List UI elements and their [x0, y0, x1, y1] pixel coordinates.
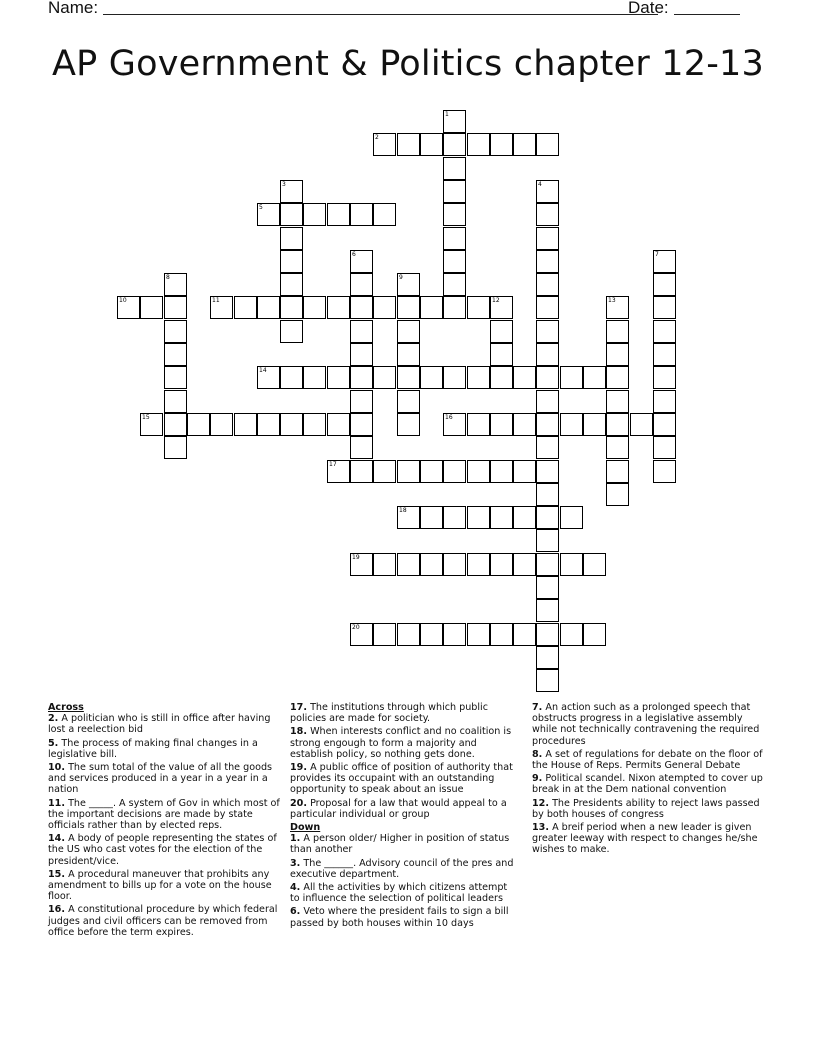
grid-cell[interactable]: [490, 133, 513, 156]
grid-cell[interactable]: [443, 250, 466, 273]
grid-cell[interactable]: [350, 273, 373, 296]
grid-cell[interactable]: [397, 296, 420, 319]
clue-across-15: 15. A procedural maneuver that prohibits any amendment to bills up for a vote on the house floor.: [48, 868, 272, 903]
grid-cell[interactable]: [490, 366, 513, 389]
grid-number: 5: [259, 204, 263, 211]
grid-cell[interactable]: [443, 553, 466, 576]
grid-cell[interactable]: [467, 296, 490, 319]
grid-cell[interactable]: [373, 203, 396, 226]
grid-cell[interactable]: [536, 553, 559, 576]
grid-cell[interactable]: [350, 460, 373, 483]
grid-cell[interactable]: [164, 343, 187, 366]
grid-cell[interactable]: [257, 296, 280, 319]
grid-cell[interactable]: [420, 506, 443, 529]
grid-cell[interactable]: [234, 413, 257, 436]
grid-cell[interactable]: [327, 366, 350, 389]
grid-cell[interactable]: [536, 436, 559, 459]
grid-cell[interactable]: [397, 343, 420, 366]
grid-cell[interactable]: [327, 296, 350, 319]
grid-cell[interactable]: [490, 460, 513, 483]
grid-cell[interactable]: [420, 623, 443, 646]
clue-across-2: 2. A politician who is still in office after having lost a reelection bid: [48, 713, 271, 736]
grid-cell[interactable]: [443, 273, 466, 296]
grid-cell[interactable]: [536, 366, 559, 389]
clue-down-1: 1. A person older/ Higher in position of status than another: [290, 833, 510, 856]
grid-cell[interactable]: [443, 203, 466, 226]
grid-cell[interactable]: [467, 366, 490, 389]
grid-cell[interactable]: [350, 343, 373, 366]
clues-column-1: [48, 702, 281, 940]
grid-cell[interactable]: [583, 553, 606, 576]
grid-cell[interactable]: [536, 250, 559, 273]
grid-cell[interactable]: [303, 413, 326, 436]
clue-down-8: 8. A set of regulations for debate on the floor of the House of Reps. Permits General Debate: [532, 748, 763, 772]
grid-cell[interactable]: [420, 133, 443, 156]
grid-cell[interactable]: [606, 483, 629, 506]
grid-cell[interactable]: [606, 436, 629, 459]
grid-cell[interactable]: [536, 646, 559, 669]
page-title: AP Government & Politics chapter 12-13: [52, 44, 764, 84]
grid-cell[interactable]: [606, 460, 629, 483]
grid-cell[interactable]: [280, 413, 303, 436]
grid-cell[interactable]: [536, 133, 559, 156]
grid-number: 14: [259, 367, 267, 374]
grid-cell[interactable]: [467, 553, 490, 576]
grid-cell[interactable]: [350, 296, 373, 319]
grid-cell[interactable]: [583, 413, 606, 436]
grid-cell[interactable]: [490, 506, 513, 529]
grid-cell[interactable]: [653, 273, 676, 296]
grid-cell[interactable]: [583, 366, 606, 389]
grid-cell[interactable]: [303, 366, 326, 389]
grid-cell[interactable]: [536, 413, 559, 436]
grid-cell[interactable]: [560, 553, 583, 576]
grid-cell[interactable]: [164, 413, 187, 436]
grid-cell[interactable]: [280, 296, 303, 319]
grid-cell[interactable]: [443, 157, 466, 180]
grid-cell[interactable]: [164, 366, 187, 389]
grid-cell[interactable]: [467, 413, 490, 436]
grid-cell[interactable]: [560, 506, 583, 529]
grid-cell[interactable]: [397, 366, 420, 389]
grid-cell[interactable]: [303, 203, 326, 226]
grid-cell[interactable]: [397, 390, 420, 413]
grid-cell[interactable]: [536, 599, 559, 622]
grid-cell[interactable]: [164, 320, 187, 343]
date-label: Date:: [628, 0, 669, 17]
grid-cell[interactable]: [513, 623, 536, 646]
grid-cell[interactable]: [210, 413, 233, 436]
grid-number: 20: [352, 624, 360, 631]
grid-cell[interactable]: [536, 506, 559, 529]
grid-cell[interactable]: [513, 366, 536, 389]
grid-cell[interactable]: [443, 133, 466, 156]
grid-cell[interactable]: [443, 623, 466, 646]
clues-column-2: [290, 702, 515, 931]
grid-cell[interactable]: [397, 413, 420, 436]
grid-cell[interactable]: [280, 320, 303, 343]
grid-cell[interactable]: [606, 343, 629, 366]
grid-cell[interactable]: [187, 413, 210, 436]
grid-cell[interactable]: [420, 296, 443, 319]
across-heading: Across: [48, 702, 84, 713]
grid-cell[interactable]: [350, 366, 373, 389]
clues-column-3: [532, 702, 767, 858]
grid-number: 9: [399, 274, 403, 281]
grid-cell[interactable]: [443, 366, 466, 389]
grid-cell[interactable]: [397, 460, 420, 483]
grid-cell[interactable]: [513, 413, 536, 436]
grid-cell[interactable]: [536, 483, 559, 506]
grid-cell[interactable]: [327, 413, 350, 436]
clue-across-19: 19. A public office of position of authority that provides its occupaint with an outstanding opportunity to speak about an issue: [290, 762, 513, 796]
grid-cell[interactable]: [280, 203, 303, 226]
grid-cell[interactable]: [560, 366, 583, 389]
grid-cell[interactable]: [397, 553, 420, 576]
clue-across-10: 10. The sum total of the value of all the goods and services produced in a year in a year in a nation: [48, 762, 273, 796]
grid-cell[interactable]: [280, 250, 303, 273]
grid-number: 11: [212, 297, 220, 304]
grid-cell[interactable]: [467, 623, 490, 646]
grid-number: 4: [538, 181, 542, 188]
grid-cell[interactable]: [234, 296, 257, 319]
grid-cell[interactable]: [536, 529, 559, 552]
grid-cell[interactable]: [513, 553, 536, 576]
grid-cell[interactable]: [420, 366, 443, 389]
grid-number: 3: [282, 181, 286, 188]
grid-cell[interactable]: [327, 203, 350, 226]
grid-cell[interactable]: [653, 436, 676, 459]
down-heading: Down: [290, 822, 321, 834]
grid-cell[interactable]: [280, 273, 303, 296]
grid-cell[interactable]: [350, 413, 373, 436]
clue-down-12: 12. The Presidents ability to reject laws passed by both houses of congress: [532, 797, 760, 820]
grid-cell[interactable]: [606, 366, 629, 389]
clue-down-6: 6. Veto where the president fails to sign a bill passed by both houses within 10 days: [290, 906, 509, 929]
clue-across-11: 11. The _____. A system of Gov in which most of the important decisions are made by state officials rather than by elected reps.: [48, 797, 280, 832]
grid-cell[interactable]: [630, 413, 653, 436]
grid-cell[interactable]: [397, 623, 420, 646]
grid-cell[interactable]: [536, 227, 559, 250]
grid-number: 15: [142, 414, 150, 421]
grid-cell[interactable]: [350, 203, 373, 226]
grid-cell[interactable]: [467, 506, 490, 529]
grid-cell[interactable]: [536, 273, 559, 296]
clue-down-13: 13. A breif period when a new leader is given greater leeway with respect to changes he/she wishes to make.: [532, 822, 758, 856]
grid-cell[interactable]: [653, 320, 676, 343]
grid-cell[interactable]: [373, 366, 396, 389]
grid-cell[interactable]: [140, 296, 163, 319]
grid-cell[interactable]: [536, 460, 559, 483]
grid-cell[interactable]: [397, 133, 420, 156]
grid-cell[interactable]: [350, 320, 373, 343]
grid-cell[interactable]: [420, 553, 443, 576]
grid-cell[interactable]: [560, 413, 583, 436]
grid-number: 17: [329, 461, 337, 468]
grid-cell[interactable]: [536, 320, 559, 343]
grid-number: 6: [352, 251, 356, 258]
grid-cell[interactable]: [443, 506, 466, 529]
clue-down-4: 4. All the activities by which citizens attempt to influence the selection of political leaders: [290, 882, 508, 905]
grid-cell[interactable]: [490, 413, 513, 436]
clue-down-3: 3. The ______. Advisory council of the pres and executive department.: [290, 857, 514, 880]
grid-cell[interactable]: [490, 623, 513, 646]
clue-down-9: 9. Political scandel. Nixon atempted to cover up break in at the Dem national convention: [532, 773, 763, 796]
grid-cell[interactable]: [583, 623, 606, 646]
grid-cell[interactable]: [443, 227, 466, 250]
grid-cell[interactable]: [560, 623, 583, 646]
grid-cell[interactable]: [443, 460, 466, 483]
grid-cell[interactable]: [536, 576, 559, 599]
grid-cell[interactable]: [536, 390, 559, 413]
grid-number: 12: [492, 297, 500, 304]
grid-number: 16: [445, 414, 453, 421]
grid-cell[interactable]: [606, 390, 629, 413]
grid-cell[interactable]: [373, 623, 396, 646]
grid-cell[interactable]: [653, 390, 676, 413]
grid-cell[interactable]: [164, 436, 187, 459]
grid-cell[interactable]: [536, 203, 559, 226]
grid-cell[interactable]: [373, 296, 396, 319]
grid-cell[interactable]: [536, 623, 559, 646]
grid-cell[interactable]: [490, 343, 513, 366]
grid-cell[interactable]: [653, 366, 676, 389]
grid-cell[interactable]: [420, 460, 443, 483]
grid-cell[interactable]: [653, 296, 676, 319]
clue-across-5: 5. The process of making final changes in a legislative bill.: [48, 737, 258, 760]
grid-cell[interactable]: [606, 320, 629, 343]
grid-cell[interactable]: [490, 320, 513, 343]
grid-cell[interactable]: [536, 296, 559, 319]
grid-number: 7: [655, 251, 659, 258]
grid-cell[interactable]: [280, 366, 303, 389]
grid-cell[interactable]: [164, 390, 187, 413]
grid-cell[interactable]: [536, 343, 559, 366]
grid-cell[interactable]: [513, 133, 536, 156]
clue-across-18: 18. When interests conflict and no coalition is strong engough to form a majority and establish policy, so nothing gets done.: [290, 726, 512, 760]
clue-across-20: 20. Proposal for a law that would appeal to a particular individual or group: [290, 797, 507, 820]
grid-cell[interactable]: [653, 343, 676, 366]
grid-cell[interactable]: [350, 436, 373, 459]
grid-cell[interactable]: [490, 553, 513, 576]
grid-cell[interactable]: [164, 296, 187, 319]
grid-cell[interactable]: [653, 413, 676, 436]
grid-cell[interactable]: [373, 553, 396, 576]
grid-cell[interactable]: [513, 506, 536, 529]
grid-number: 13: [608, 297, 616, 304]
clue-across-14: 14. A body of people representing the states of the US who cast votes for the election of the president/vice.: [48, 833, 277, 867]
grid-cell[interactable]: [467, 133, 490, 156]
grid-cell[interactable]: [443, 180, 466, 203]
grid-cell[interactable]: [280, 227, 303, 250]
name-label: Name:: [48, 0, 99, 17]
grid-number: 1: [445, 111, 449, 118]
grid-cell[interactable]: [373, 460, 396, 483]
grid-cell[interactable]: [513, 460, 536, 483]
grid-cell[interactable]: [443, 296, 466, 319]
grid-cell[interactable]: [397, 320, 420, 343]
grid-cell[interactable]: [467, 460, 490, 483]
grid-number: 10: [119, 297, 127, 304]
clue-down-7: 7. An action such as a prolonged speech that obstructs progress in a legislative assembly while not technically contravening the required procedures: [532, 702, 760, 747]
grid-number: 18: [399, 507, 407, 514]
grid-number: 19: [352, 554, 360, 561]
clue-across-17: 17. The institutions through which public policies are made for society.: [290, 702, 489, 725]
clue-across-16: 16. A constitutional procedure by which federal judges and civil officers can be removed from office before the term expires.: [48, 904, 278, 938]
grid-cell[interactable]: [536, 669, 559, 692]
grid-cell[interactable]: [257, 413, 280, 436]
grid-number: 2: [375, 134, 379, 141]
grid-cell[interactable]: [653, 460, 676, 483]
grid-number: 8: [166, 274, 170, 281]
grid-cell[interactable]: [606, 413, 629, 436]
grid-cell[interactable]: [350, 390, 373, 413]
grid-cell[interactable]: [303, 296, 326, 319]
